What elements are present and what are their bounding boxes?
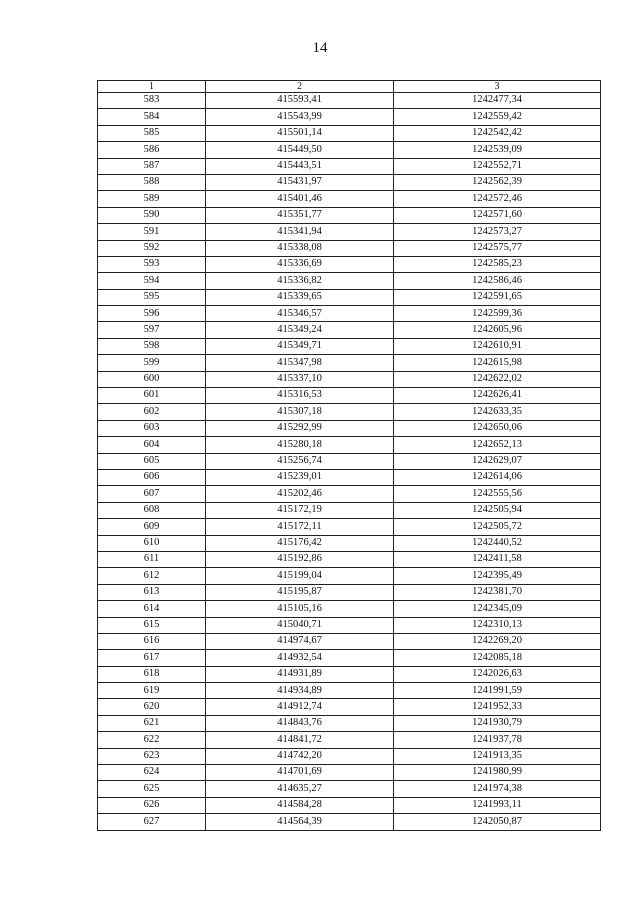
table-row	[98, 109, 601, 125]
point-number-cell: 606	[98, 469, 206, 485]
table-row	[98, 715, 601, 731]
point-number-cell: 583	[98, 93, 206, 109]
point-number-cell: 617	[98, 650, 206, 666]
table-row	[98, 469, 601, 485]
x-coordinate-cell: 415172,19	[206, 502, 394, 518]
table-row	[98, 519, 601, 535]
x-coordinate-cell: 414932,54	[206, 650, 394, 666]
table-row	[98, 535, 601, 551]
table-row	[98, 683, 601, 699]
y-coordinate-cell: 1242626,41	[394, 388, 601, 404]
x-coordinate-cell: 414843,76	[206, 715, 394, 731]
point-number-cell: 627	[98, 814, 206, 830]
table-row	[98, 584, 601, 600]
table-row	[98, 732, 601, 748]
table-row	[98, 142, 601, 158]
y-coordinate-cell: 1242050,87	[394, 814, 601, 830]
table-row	[98, 191, 601, 207]
table-row	[98, 158, 601, 174]
point-number-cell: 594	[98, 273, 206, 289]
y-coordinate-cell: 1242539,09	[394, 142, 601, 158]
point-number-cell: 611	[98, 551, 206, 567]
table-row	[98, 486, 601, 502]
x-coordinate-cell: 415307,18	[206, 404, 394, 420]
point-number-cell: 615	[98, 617, 206, 633]
table-row	[98, 453, 601, 469]
table-row	[98, 224, 601, 240]
x-coordinate-cell: 415256,74	[206, 453, 394, 469]
table-row	[98, 322, 601, 338]
y-coordinate-cell: 1241980,99	[394, 765, 601, 781]
table-row	[98, 355, 601, 371]
point-number-cell: 621	[98, 715, 206, 731]
y-coordinate-cell: 1242605,96	[394, 322, 601, 338]
y-coordinate-cell: 1242381,70	[394, 584, 601, 600]
y-coordinate-cell: 1242629,07	[394, 453, 601, 469]
point-number-cell: 589	[98, 191, 206, 207]
x-coordinate-cell: 414635,27	[206, 781, 394, 797]
column-header-1: 1	[98, 81, 206, 93]
table-row	[98, 699, 601, 715]
point-number-cell: 599	[98, 355, 206, 371]
point-number-cell: 598	[98, 338, 206, 354]
table-row	[98, 551, 601, 567]
point-number-cell: 626	[98, 797, 206, 813]
y-coordinate-cell: 1242562,39	[394, 174, 601, 190]
y-coordinate-cell: 1242585,23	[394, 256, 601, 272]
y-coordinate-cell: 1242614,06	[394, 469, 601, 485]
table-row	[98, 207, 601, 223]
x-coordinate-cell: 414912,74	[206, 699, 394, 715]
point-number-cell: 618	[98, 666, 206, 682]
table-row	[98, 601, 601, 617]
y-coordinate-cell: 1242552,71	[394, 158, 601, 174]
table-row	[98, 814, 601, 830]
table-row	[98, 781, 601, 797]
table-row	[98, 420, 601, 436]
x-coordinate-cell: 415347,98	[206, 355, 394, 371]
point-number-cell: 608	[98, 502, 206, 518]
x-coordinate-cell: 414934,89	[206, 683, 394, 699]
table-row	[98, 568, 601, 584]
x-coordinate-cell: 415431,97	[206, 174, 394, 190]
point-number-cell: 586	[98, 142, 206, 158]
x-coordinate-cell: 414742,20	[206, 748, 394, 764]
y-coordinate-cell: 1242269,20	[394, 633, 601, 649]
y-coordinate-cell: 1242505,72	[394, 519, 601, 535]
y-coordinate-cell: 1242615,98	[394, 355, 601, 371]
table-row	[98, 502, 601, 518]
x-coordinate-cell: 415339,65	[206, 289, 394, 305]
table-row	[98, 256, 601, 272]
y-coordinate-cell: 1242026,63	[394, 666, 601, 682]
point-number-cell: 587	[98, 158, 206, 174]
y-coordinate-cell: 1242591,65	[394, 289, 601, 305]
x-coordinate-cell: 415338,08	[206, 240, 394, 256]
x-coordinate-cell: 415336,82	[206, 273, 394, 289]
table-row	[98, 388, 601, 404]
table-row	[98, 666, 601, 682]
point-number-cell: 592	[98, 240, 206, 256]
point-number-cell: 585	[98, 125, 206, 141]
point-number-cell: 605	[98, 453, 206, 469]
x-coordinate-cell: 414974,67	[206, 633, 394, 649]
table-row	[98, 240, 601, 256]
table-row	[98, 371, 601, 387]
x-coordinate-cell: 415172,11	[206, 519, 394, 535]
y-coordinate-cell: 1242505,94	[394, 502, 601, 518]
y-coordinate-cell: 1242575,77	[394, 240, 601, 256]
header-row	[98, 81, 601, 93]
point-number-cell: 623	[98, 748, 206, 764]
y-coordinate-cell: 1242310,13	[394, 617, 601, 633]
y-coordinate-cell: 1242440,52	[394, 535, 601, 551]
y-coordinate-cell: 1242633,35	[394, 404, 601, 420]
y-coordinate-cell: 1241974,38	[394, 781, 601, 797]
point-number-cell: 597	[98, 322, 206, 338]
table-row	[98, 437, 601, 453]
point-number-cell: 609	[98, 519, 206, 535]
y-coordinate-cell: 1242622,02	[394, 371, 601, 387]
point-number-cell: 601	[98, 388, 206, 404]
x-coordinate-cell: 415349,24	[206, 322, 394, 338]
x-coordinate-cell: 415449,50	[206, 142, 394, 158]
table-row	[98, 306, 601, 322]
table-row	[98, 125, 601, 141]
x-coordinate-cell: 414584,28	[206, 797, 394, 813]
x-coordinate-cell: 414841,72	[206, 732, 394, 748]
y-coordinate-cell: 1242599,36	[394, 306, 601, 322]
y-coordinate-cell: 1242395,49	[394, 568, 601, 584]
y-coordinate-cell: 1241913,35	[394, 748, 601, 764]
table-row	[98, 174, 601, 190]
table-row	[98, 404, 601, 420]
table-row	[98, 93, 601, 109]
x-coordinate-cell: 415239,01	[206, 469, 394, 485]
y-coordinate-cell: 1242411,58	[394, 551, 601, 567]
x-coordinate-cell: 415040,71	[206, 617, 394, 633]
point-number-cell: 604	[98, 437, 206, 453]
point-number-cell: 593	[98, 256, 206, 272]
y-coordinate-cell: 1241993,11	[394, 797, 601, 813]
x-coordinate-cell: 415443,51	[206, 158, 394, 174]
column-header-2: 2	[206, 81, 394, 93]
y-coordinate-cell: 1242542,42	[394, 125, 601, 141]
point-number-cell: 603	[98, 420, 206, 436]
x-coordinate-cell: 415280,18	[206, 437, 394, 453]
x-coordinate-cell: 415336,69	[206, 256, 394, 272]
y-coordinate-cell: 1242571,60	[394, 207, 601, 223]
point-number-cell: 610	[98, 535, 206, 551]
point-number-cell: 600	[98, 371, 206, 387]
x-coordinate-cell: 415105,16	[206, 601, 394, 617]
point-number-cell: 614	[98, 601, 206, 617]
x-coordinate-cell: 415543,99	[206, 109, 394, 125]
y-coordinate-cell: 1242559,42	[394, 109, 601, 125]
x-coordinate-cell: 415501,14	[206, 125, 394, 141]
y-coordinate-cell: 1242085,18	[394, 650, 601, 666]
point-number-cell: 607	[98, 486, 206, 502]
y-coordinate-cell: 1242477,34	[394, 93, 601, 109]
x-coordinate-cell: 415593,41	[206, 93, 394, 109]
point-number-cell: 584	[98, 109, 206, 125]
x-coordinate-cell: 415316,53	[206, 388, 394, 404]
point-number-cell: 616	[98, 633, 206, 649]
table-row	[98, 748, 601, 764]
x-coordinate-cell: 414701,69	[206, 765, 394, 781]
point-number-cell: 588	[98, 174, 206, 190]
x-coordinate-cell: 415192,86	[206, 551, 394, 567]
x-coordinate-cell: 415176,42	[206, 535, 394, 551]
y-coordinate-cell: 1241952,33	[394, 699, 601, 715]
x-coordinate-cell: 415337,10	[206, 371, 394, 387]
table-row	[98, 765, 601, 781]
point-number-cell: 625	[98, 781, 206, 797]
point-number-cell: 624	[98, 765, 206, 781]
x-coordinate-cell: 414931,89	[206, 666, 394, 682]
y-coordinate-cell: 1242652,13	[394, 437, 601, 453]
point-number-cell: 613	[98, 584, 206, 600]
table-row	[98, 650, 601, 666]
y-coordinate-cell: 1241937,78	[394, 732, 601, 748]
x-coordinate-cell: 415401,46	[206, 191, 394, 207]
point-number-cell: 602	[98, 404, 206, 420]
x-coordinate-cell: 414564,39	[206, 814, 394, 830]
x-coordinate-cell: 415346,57	[206, 306, 394, 322]
x-coordinate-cell: 415351,77	[206, 207, 394, 223]
y-coordinate-cell: 1242650,06	[394, 420, 601, 436]
point-number-cell: 591	[98, 224, 206, 240]
table-row	[98, 338, 601, 354]
table-header	[98, 81, 601, 93]
table-row	[98, 797, 601, 813]
y-coordinate-cell: 1242610,91	[394, 338, 601, 354]
y-coordinate-cell: 1241991,59	[394, 683, 601, 699]
y-coordinate-cell: 1241930,79	[394, 715, 601, 731]
y-coordinate-cell: 1242586,46	[394, 273, 601, 289]
point-number-cell: 590	[98, 207, 206, 223]
point-number-cell: 612	[98, 568, 206, 584]
point-number-cell: 619	[98, 683, 206, 699]
x-coordinate-cell: 415292,99	[206, 420, 394, 436]
x-coordinate-cell: 415349,71	[206, 338, 394, 354]
x-coordinate-cell: 415202,46	[206, 486, 394, 502]
page-number: 14	[312, 40, 328, 56]
table-row	[98, 617, 601, 633]
y-coordinate-cell: 1242572,46	[394, 191, 601, 207]
table-row	[98, 273, 601, 289]
y-coordinate-cell: 1242555,56	[394, 486, 601, 502]
point-number-cell: 622	[98, 732, 206, 748]
table-row	[98, 633, 601, 649]
coordinates-table	[97, 80, 601, 831]
x-coordinate-cell: 415195,87	[206, 584, 394, 600]
table-row	[98, 289, 601, 305]
x-coordinate-cell: 415341,94	[206, 224, 394, 240]
point-number-cell: 620	[98, 699, 206, 715]
y-coordinate-cell: 1242345,09	[394, 601, 601, 617]
point-number-cell: 596	[98, 306, 206, 322]
table-body	[98, 93, 601, 831]
y-coordinate-cell: 1242573,27	[394, 224, 601, 240]
x-coordinate-cell: 415199,04	[206, 568, 394, 584]
point-number-cell: 595	[98, 289, 206, 305]
column-header-3: 3	[394, 81, 601, 93]
